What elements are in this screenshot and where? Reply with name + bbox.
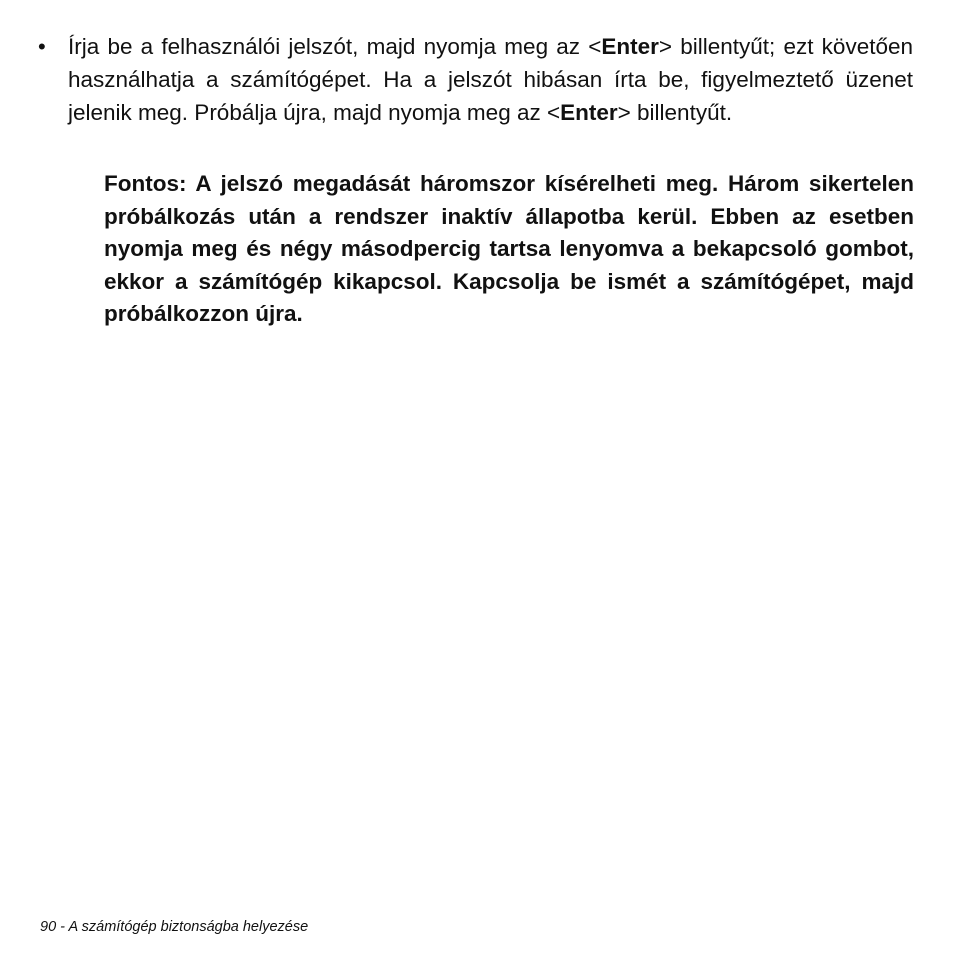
enter-key-label-1: Enter <box>601 34 659 59</box>
bullet-list-item <box>36 30 916 129</box>
bullet-mark: • <box>38 34 46 59</box>
enter-key-label-2: Enter <box>560 100 618 125</box>
bullet-paragraph <box>68 30 913 129</box>
page-footer: 90 - A számítógép biztonságba helyezése <box>40 919 309 935</box>
bullet-text-part-3: > billentyűt. <box>617 100 733 125</box>
bullet-text-part-2: > billentyűt; ezt követően használhatja a számítógépet. Ha a jelszót hibásan írta be, figyelmeztető üzenet jelenik meg. Próbálja újra, majd nyomja meg az < <box>68 34 913 125</box>
bullet-text-part-1: Írja be a felhasználói jelszót, majd nyomja meg az < <box>68 34 602 59</box>
important-note: Fontos: A jelszó megadását háromszor kísérelheti meg. Három sikertelen próbálkozás után a rendszer inaktív állapotba kerül. Ebben az esetben nyomja meg és négy másodpercig tartsa lenyomva a bekapcsoló gombot, ekkor a számítógép kikapcsol. Kapcsolja be ismét a számítógépet, majd próbálkozzon újra. <box>104 171 914 326</box>
